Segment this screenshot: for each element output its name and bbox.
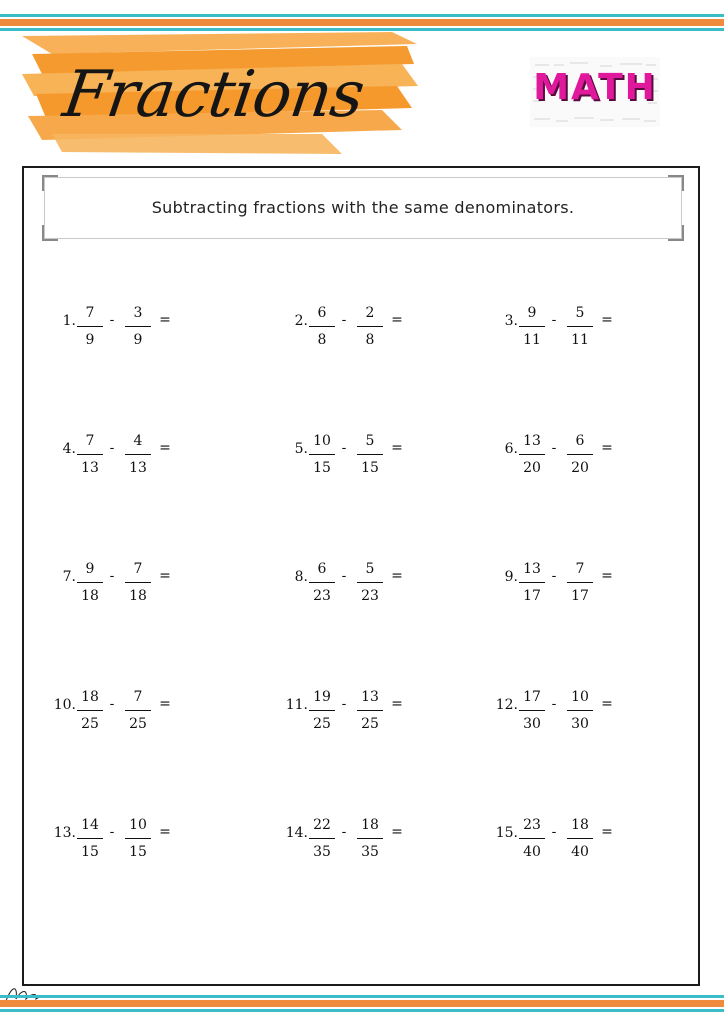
corner-bracket xyxy=(668,225,684,241)
minus-sign: - xyxy=(341,696,347,712)
minus-sign: - xyxy=(551,440,557,456)
problem-number: 12. xyxy=(495,697,518,713)
denominator: 23 xyxy=(361,588,379,604)
fraction-bar xyxy=(309,582,335,583)
problem-number: 4. xyxy=(62,441,76,457)
corner-bracket xyxy=(42,175,58,191)
fraction-second xyxy=(125,430,151,479)
fraction-first xyxy=(309,558,335,607)
problem-item xyxy=(478,561,668,608)
minus-sign: - xyxy=(109,696,115,712)
numerator: 9 xyxy=(85,561,95,577)
numerator: 18 xyxy=(571,817,589,833)
fraction-bar xyxy=(519,454,545,455)
problem-item xyxy=(36,561,226,608)
denominator: 15 xyxy=(361,460,379,476)
denominator: 25 xyxy=(313,716,331,732)
problem-number: 5. xyxy=(294,441,308,457)
fraction-second xyxy=(357,814,383,863)
top-stripe-teal xyxy=(0,14,724,17)
fraction-first xyxy=(77,814,103,863)
fraction-second xyxy=(567,558,593,607)
numerator: 22 xyxy=(313,817,331,833)
fraction-bar xyxy=(77,710,103,711)
math-logo xyxy=(530,57,660,127)
denominator: 20 xyxy=(523,460,541,476)
numerator: 2 xyxy=(365,305,375,321)
fraction-bar xyxy=(567,326,593,327)
numerator: 10 xyxy=(313,433,331,449)
fraction-bar xyxy=(309,838,335,839)
fraction-bar xyxy=(125,582,151,583)
bottom-stripe-teal xyxy=(0,995,724,998)
fraction-second xyxy=(125,686,151,735)
denominator: 8 xyxy=(365,332,375,348)
fraction-bar xyxy=(125,838,151,839)
denominator: 25 xyxy=(361,716,379,732)
minus-sign: - xyxy=(341,824,347,840)
denominator: 40 xyxy=(571,844,589,860)
fraction-bar xyxy=(309,454,335,455)
fraction-second xyxy=(357,302,383,351)
denominator: 25 xyxy=(81,716,99,732)
fraction-bar xyxy=(567,582,593,583)
bottom-stripe-teal-lower xyxy=(0,1009,724,1012)
top-stripe-orange xyxy=(0,19,724,26)
denominator: 17 xyxy=(571,588,589,604)
denominator: 15 xyxy=(81,844,99,860)
equals-sign: = xyxy=(159,312,171,328)
fraction-first xyxy=(519,686,545,735)
fraction-first xyxy=(309,814,335,863)
numerator: 5 xyxy=(575,305,585,321)
equals-sign: = xyxy=(159,824,171,840)
fraction-bar xyxy=(309,710,335,711)
problem-number: 3. xyxy=(504,313,518,329)
numerator: 5 xyxy=(365,433,375,449)
denominator: 17 xyxy=(523,588,541,604)
equals-sign: = xyxy=(391,696,403,712)
numerator: 19 xyxy=(313,689,331,705)
fraction-bar xyxy=(567,454,593,455)
minus-sign: - xyxy=(341,312,347,328)
problem-item xyxy=(268,433,458,480)
minus-sign: - xyxy=(551,696,557,712)
equals-sign: = xyxy=(159,568,171,584)
corner-bracket xyxy=(668,175,684,191)
denominator: 23 xyxy=(313,588,331,604)
minus-sign: - xyxy=(109,440,115,456)
numerator: 7 xyxy=(133,561,143,577)
problem-number: 7. xyxy=(62,569,76,585)
denominator: 18 xyxy=(129,588,147,604)
fraction-second xyxy=(357,686,383,735)
numerator: 4 xyxy=(133,433,143,449)
fraction-second xyxy=(125,558,151,607)
fraction-second xyxy=(567,302,593,351)
problem-item xyxy=(268,561,458,608)
equals-sign: = xyxy=(601,824,613,840)
fraction-bar xyxy=(77,838,103,839)
title-banner xyxy=(22,30,422,160)
problem-number: 6. xyxy=(504,441,518,457)
numerator: 13 xyxy=(523,561,541,577)
denominator: 30 xyxy=(523,716,541,732)
corner-bracket xyxy=(42,225,58,241)
fraction-first xyxy=(519,558,545,607)
equals-sign: = xyxy=(601,696,613,712)
equals-sign: = xyxy=(601,312,613,328)
equals-sign: = xyxy=(391,312,403,328)
problem-item xyxy=(36,433,226,480)
fraction-bar xyxy=(77,582,103,583)
numerator: 23 xyxy=(523,817,541,833)
bottom-stripe-orange xyxy=(0,1000,724,1007)
fraction-bar xyxy=(77,326,103,327)
numerator: 13 xyxy=(361,689,379,705)
fraction-second xyxy=(125,302,151,351)
denominator: 35 xyxy=(361,844,379,860)
page-title: Fractions xyxy=(58,58,368,132)
fraction-bar xyxy=(309,326,335,327)
numerator: 14 xyxy=(81,817,99,833)
denominator: 25 xyxy=(129,716,147,732)
fraction-first xyxy=(77,686,103,735)
numerator: 18 xyxy=(81,689,99,705)
fraction-second xyxy=(125,814,151,863)
fraction-second xyxy=(357,430,383,479)
numerator: 7 xyxy=(575,561,585,577)
problem-item xyxy=(478,305,668,352)
fraction-first xyxy=(77,430,103,479)
minus-sign: - xyxy=(341,440,347,456)
numerator: 7 xyxy=(85,305,95,321)
problem-number: 14. xyxy=(285,825,308,841)
fraction-bar xyxy=(77,454,103,455)
equals-sign: = xyxy=(601,568,613,584)
denominator: 9 xyxy=(85,332,95,348)
minus-sign: - xyxy=(109,568,115,584)
fraction-first xyxy=(519,302,545,351)
math-logo-text: MATH xyxy=(533,67,657,108)
instruction-box xyxy=(44,177,682,239)
numerator: 6 xyxy=(317,305,327,321)
equals-sign: = xyxy=(391,568,403,584)
denominator: 13 xyxy=(129,460,147,476)
minus-sign: - xyxy=(551,312,557,328)
fraction-first xyxy=(309,302,335,351)
denominator: 35 xyxy=(313,844,331,860)
equals-sign: = xyxy=(391,440,403,456)
fraction-bar xyxy=(567,838,593,839)
denominator: 11 xyxy=(523,332,541,348)
fraction-second xyxy=(567,430,593,479)
equals-sign: = xyxy=(159,696,171,712)
problem-item xyxy=(478,433,668,480)
problem-number: 9. xyxy=(504,569,518,585)
minus-sign: - xyxy=(551,824,557,840)
instruction-text: Subtracting fractions with the same denominators. xyxy=(151,198,575,217)
denominator: 30 xyxy=(571,716,589,732)
numerator: 10 xyxy=(571,689,589,705)
problem-item xyxy=(36,689,226,736)
numerator: 10 xyxy=(129,817,147,833)
problem-item xyxy=(478,689,668,736)
fraction-bar xyxy=(357,582,383,583)
problem-number: 2. xyxy=(294,313,308,329)
fraction-bar xyxy=(357,710,383,711)
fraction-first xyxy=(519,814,545,863)
fraction-bar xyxy=(125,454,151,455)
numerator: 7 xyxy=(85,433,95,449)
fraction-first xyxy=(77,302,103,351)
problem-item xyxy=(36,817,226,864)
denominator: 20 xyxy=(571,460,589,476)
problem-item xyxy=(478,817,668,864)
fraction-bar xyxy=(567,710,593,711)
fraction-bar xyxy=(519,326,545,327)
denominator: 8 xyxy=(317,332,327,348)
numerator: 18 xyxy=(361,817,379,833)
numerator: 6 xyxy=(575,433,585,449)
fraction-first xyxy=(519,430,545,479)
minus-sign: - xyxy=(551,568,557,584)
problem-number: 11. xyxy=(285,697,308,713)
numerator: 5 xyxy=(365,561,375,577)
minus-sign: - xyxy=(109,824,115,840)
denominator: 15 xyxy=(313,460,331,476)
denominator: 13 xyxy=(81,460,99,476)
problem-item xyxy=(268,817,458,864)
fraction-first xyxy=(309,430,335,479)
fraction-first xyxy=(309,686,335,735)
problem-item xyxy=(268,689,458,736)
denominator: 18 xyxy=(81,588,99,604)
problem-item xyxy=(268,305,458,352)
equals-sign: = xyxy=(391,824,403,840)
problem-number: 15. xyxy=(495,825,518,841)
fraction-first xyxy=(77,558,103,607)
problem-number: 13. xyxy=(53,825,76,841)
minus-sign: - xyxy=(341,568,347,584)
fraction-bar xyxy=(125,710,151,711)
numerator: 17 xyxy=(523,689,541,705)
numerator: 13 xyxy=(523,433,541,449)
fraction-bar xyxy=(357,838,383,839)
problem-number: 1. xyxy=(62,313,76,329)
minus-sign: - xyxy=(109,312,115,328)
fraction-second xyxy=(357,558,383,607)
problem-number: 10. xyxy=(53,697,76,713)
equals-sign: = xyxy=(159,440,171,456)
numerator: 7 xyxy=(133,689,143,705)
numerator: 3 xyxy=(133,305,143,321)
fraction-bar xyxy=(519,582,545,583)
fraction-second xyxy=(567,686,593,735)
numerator: 6 xyxy=(317,561,327,577)
problem-number: 8. xyxy=(294,569,308,585)
denominator: 11 xyxy=(571,332,589,348)
fraction-second xyxy=(567,814,593,863)
numerator: 9 xyxy=(527,305,537,321)
fraction-bar xyxy=(125,326,151,327)
fraction-bar xyxy=(519,838,545,839)
fraction-bar xyxy=(357,326,383,327)
equals-sign: = xyxy=(601,440,613,456)
worksheet-frame xyxy=(22,166,700,986)
problem-item xyxy=(36,305,226,352)
fraction-bar xyxy=(357,454,383,455)
faint-signature-watermark xyxy=(612,26,702,48)
fraction-bar xyxy=(519,710,545,711)
denominator: 9 xyxy=(133,332,143,348)
denominator: 40 xyxy=(523,844,541,860)
denominator: 15 xyxy=(129,844,147,860)
